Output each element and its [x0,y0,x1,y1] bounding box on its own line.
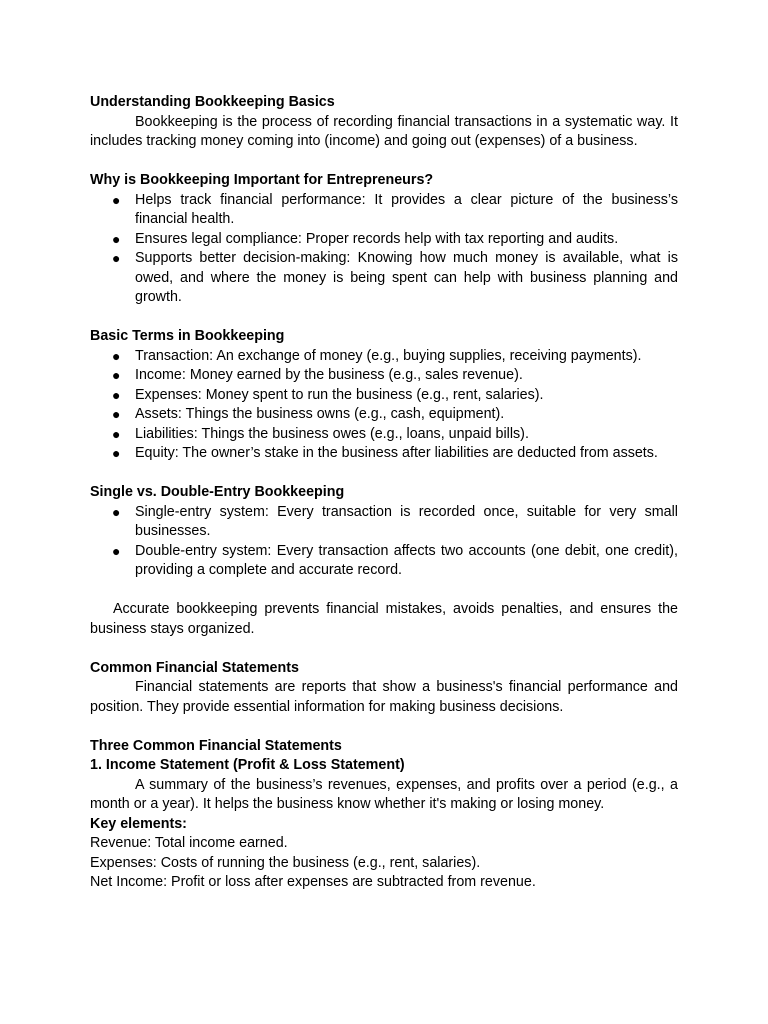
bullet-icon: ● [112,542,121,559]
list-item-text: Double-entry system: Every transaction affects two accounts (one debit, one credit), providing a complete and accurate record. [135,542,678,578]
list-item [90,503,678,542]
key-element-revenue: Revenue: Total income earned. [90,835,288,851]
list-item [90,249,678,308]
bullet-list-single-double [90,503,678,581]
subheading-income-statement: 1. Income Statement (Profit & Loss Statement) [90,757,405,773]
bullet-icon: ● [112,230,121,247]
bullet-icon: ● [112,250,121,266]
key-elements-label: Key elements: [90,815,187,832]
list-item [90,542,678,581]
list-item [90,444,678,464]
bullet-icon: ● [112,347,121,364]
bullet-icon: ● [112,425,121,442]
list-item-text: Ensures legal compliance: Proper records help with tax reporting and audits. [135,230,619,247]
key-element-expenses: Expenses: Costs of running the business (e.g., rent, salaries). [90,854,481,871]
bullet-icon: ● [112,367,121,383]
spacer [90,152,678,172]
list-item [90,191,678,230]
bullet-icon: ● [112,386,121,403]
list-item-text: Income: Money earned by the business (e.g., sales revenue). [135,367,523,383]
list-item [90,386,678,406]
spacer [90,581,678,601]
section-paragraph-understanding: Bookkeeping is the process of recording financial transactions in a systematic way. It includes tracking money coming into (income) and going out (expenses) of a business. [90,113,678,149]
bullet-icon: ● [112,191,121,208]
list-item-text: Supports better decision-making: Knowing how much money is available, what is owed, and where the money is being spent can help with business planning and growth. [135,250,678,305]
list-item [90,425,678,445]
section-heading-basic-terms: Basic Terms in Bookkeeping [90,328,285,344]
list-item [90,347,678,367]
bullet-icon: ● [112,445,121,461]
list-item [90,405,678,425]
paragraph-income-statement: A summary of the business’s revenues, expenses, and profits over a period (e.g., a month or a year). It helps the business know whether it's making or losing money. [90,776,678,812]
spacer [90,464,678,484]
section-heading-single-double: Single vs. Double-Entry Bookkeeping [90,484,345,500]
list-item-text: Liabilities: Things the business owes (e.g., loans, unpaid bills). [135,425,529,442]
list-item-text: Equity: The owner’s stake in the business after liabilities are deducted from assets. [135,445,658,461]
list-item-text: Transaction: An exchange of money (e.g., buying supplies, receiving payments). [135,347,642,364]
list-item [90,230,678,250]
spacer [90,639,678,659]
bullet-icon: ● [112,503,121,520]
section-heading-importance: Why is Bookkeeping Important for Entrepreneurs? [90,172,434,188]
list-item-text: Assets: Things the business owns (e.g., cash, equipment). [135,406,505,422]
section-heading-three-statements: Three Common Financial Statements [90,737,342,754]
list-item-text: Expenses: Money spent to run the business (e.g., rent, salaries). [135,386,544,403]
list-item-text: Single-entry system: Every transaction is recorded once, suitable for very small businesses. [135,503,678,539]
key-element-net-income: Net Income: Profit or loss after expenses are subtracted from revenue. [90,874,536,890]
closing-paragraph: Accurate bookkeeping prevents financial mistakes, avoids penalties, and ensures the business stays organized. [90,601,678,637]
bullet-icon: ● [112,406,121,422]
list-item [90,366,678,386]
spacer [90,717,678,737]
section-heading-understanding: Understanding Bookkeeping Basics [90,94,335,110]
section-paragraph-financial-statements: Financial statements are reports that show a business's financial performance and position. They provide essential information for making business decisions. [90,679,678,715]
bullet-list-basic-terms [90,347,678,464]
section-heading-financial-statements: Common Financial Statements [90,659,299,676]
list-item-text: Helps track financial performance: It provides a clear picture of the business’s financial health. [135,191,678,227]
spacer [90,308,678,328]
bullet-list-importance [90,191,678,308]
document-page [90,93,678,893]
